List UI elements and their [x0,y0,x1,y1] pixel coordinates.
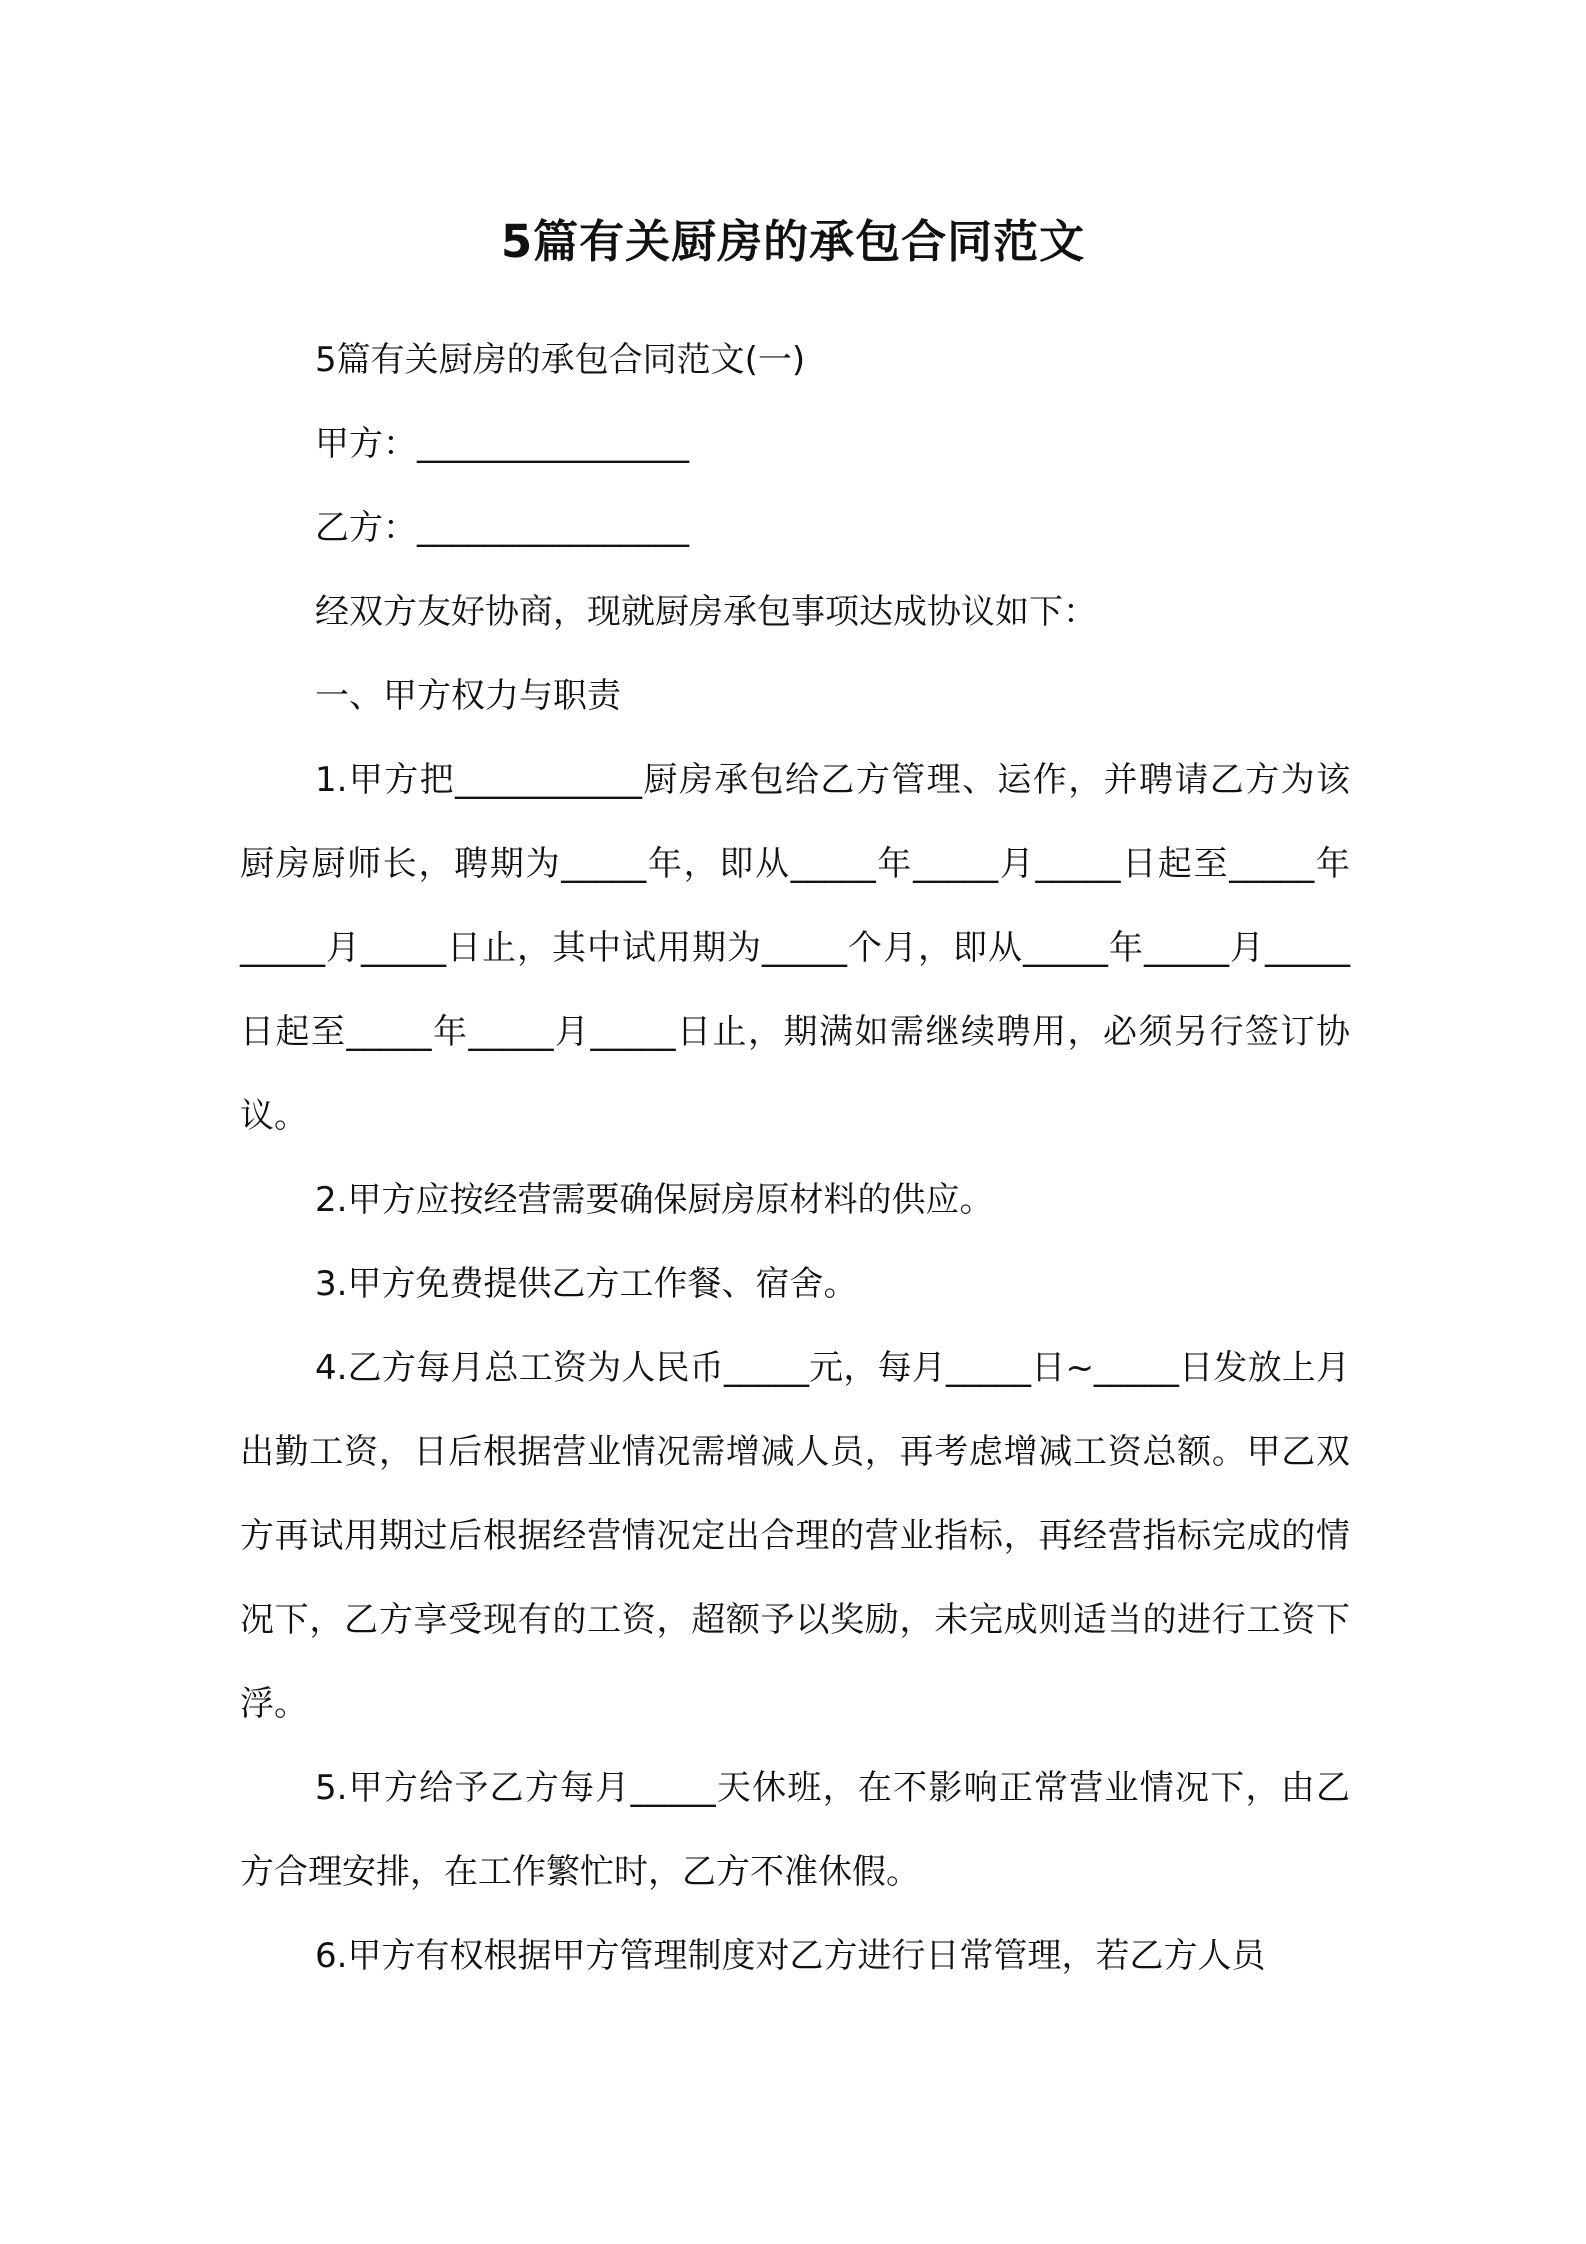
clause-paragraph: 5.甲方给予乙方每月_____天休班，在不影响正常营业情况下，由乙方合理安排，在工作繁忙时，乙方不准休假。 [240,1768,1350,1892]
clause-paragraph: 2.甲方应按经营需要确保厨房原材料的供应。 [315,1180,994,1220]
clause-heading: 一、甲方权力与职责 [315,676,621,716]
clause-paragraph: 1.甲方把___________厨房承包给乙方管理、运作，并聘请乙方为该厨房厨师长，聘期为_____年，即从_____年_____月_____日起至_____年_____月_____日止，其中试用期为_____个月，即从_____年_____月_____日起至_____年_____月_____日止，期满如需继续聘用，必须另行签订协议。 [240,760,1350,1136]
clause-paragraph: 4.乙方每月总工资为人民币_____元，每月_____日~_____日发放上月出勤工资，日后根据营业情况需增减人员，再考虑增减工资总额。甲乙双方再试用期过后根据经营情况定出合理的营业指标，再经营指标完成的情况下，乙方享受现有的工资，超额予以奖励，未完成则适当的进行工资下浮。 [240,1348,1350,1724]
party-a-line: 甲方：________________ [315,424,689,464]
document-title: 5篇有关厨房的承包合同范文 [500,215,1086,268]
section-heading: 5篇有关厨房的承包合同范文(一) [315,340,806,380]
document-body [240,318,1350,1998]
agreement-intro: 经双方友好协商，现就厨房承包事项达成协议如下： [315,592,1097,632]
party-b-line: 乙方：________________ [315,508,689,548]
clause-paragraph: 3.甲方免费提供乙方工作餐、宿舍。 [315,1264,858,1304]
clause-paragraph: 6.甲方有权根据甲方管理制度对乙方进行日常管理，若乙方人员 [315,1936,1266,1976]
